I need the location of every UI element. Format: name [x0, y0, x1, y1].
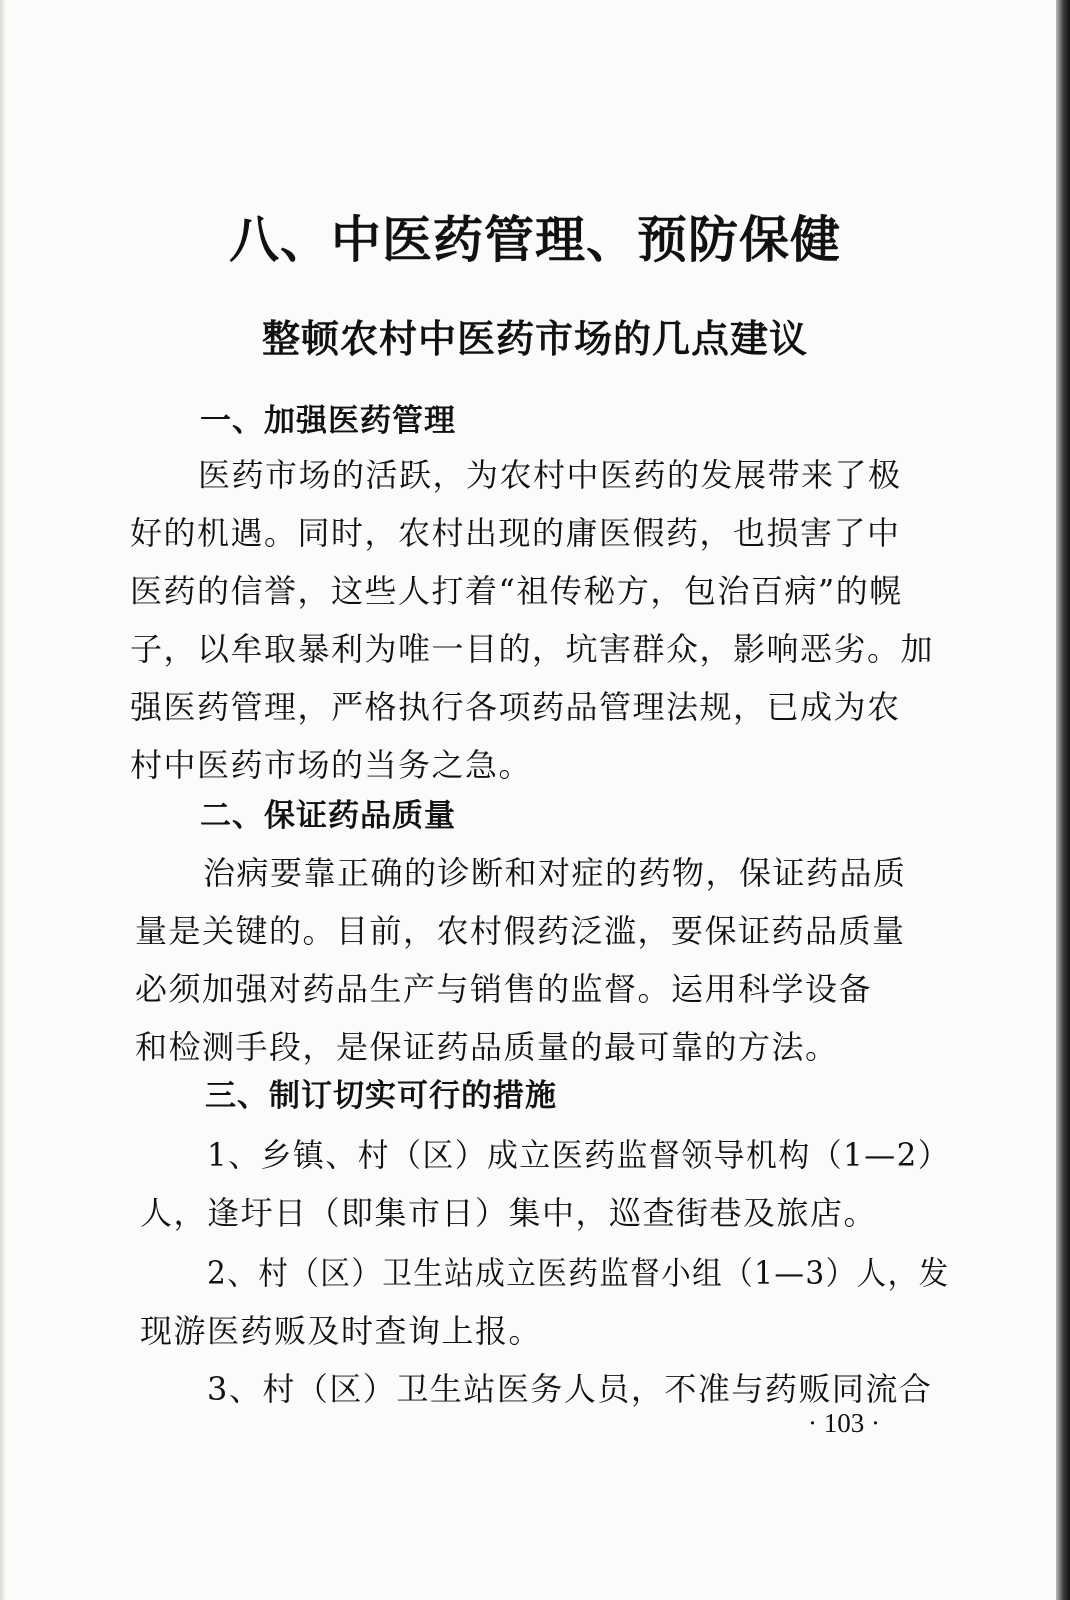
- paragraph-line: 村中医药市场的当务之急。: [130, 746, 533, 784]
- section-heading: 一、加强医药管理: [200, 403, 456, 439]
- paragraph-line: 必须加强对药品生产与销售的监督。运用科学设备: [135, 970, 873, 1008]
- paragraph-line: 量是关键的。目前，农村假药泛滥，要保证药品质量: [135, 912, 906, 950]
- paragraph-line: 治病要靠正确的诊断和对症的药物，保证药品质: [203, 854, 907, 892]
- paragraph-line: 现游医药贩及时查询上报。: [140, 1312, 543, 1350]
- paragraph-line: 强医药管理，严格执行各项药品管理法规，已成为农: [130, 688, 901, 726]
- paragraph-line: 人，逢圩日（即集市日）集中，巡查街巷及旅店。: [140, 1194, 878, 1232]
- paragraph-line: 1、乡镇、村（区）成立医药监督领导机构（1—2）: [207, 1136, 951, 1174]
- paragraph-line: 好的机遇。同时，农村出现的庸医假药，也损害了中: [130, 514, 901, 552]
- paragraph-line: 3、村（区）卫生站医务人员，不准与药贩同流合: [207, 1370, 933, 1408]
- paragraph-line: 医药的信誉，这些人打着“祖传秘方，包治百病”的幌: [130, 572, 903, 610]
- section-heading: 三、制订切实可行的措施: [205, 1078, 557, 1114]
- chapter-title: 八、中医药管理、预防保健: [229, 211, 841, 269]
- section-heading: 二、保证药品质量: [200, 798, 456, 834]
- article-title: 整顿农村中医药市场的几点建议: [261, 317, 808, 361]
- paragraph-line: 和检测手段，是保证药品质量的最可靠的方法。: [135, 1028, 839, 1066]
- page-number: · 103 ·: [808, 1408, 880, 1438]
- paragraph-line: 子，以牟取暴利为唯一目的，坑害群众，影响恶劣。加: [130, 630, 935, 668]
- paragraph-line: 2、村（区）卫生站成立医药监督小组（1—3）人，发: [207, 1254, 950, 1292]
- paragraph-line: 医药市场的活跃，为农村中医药的发展带来了极: [198, 456, 902, 494]
